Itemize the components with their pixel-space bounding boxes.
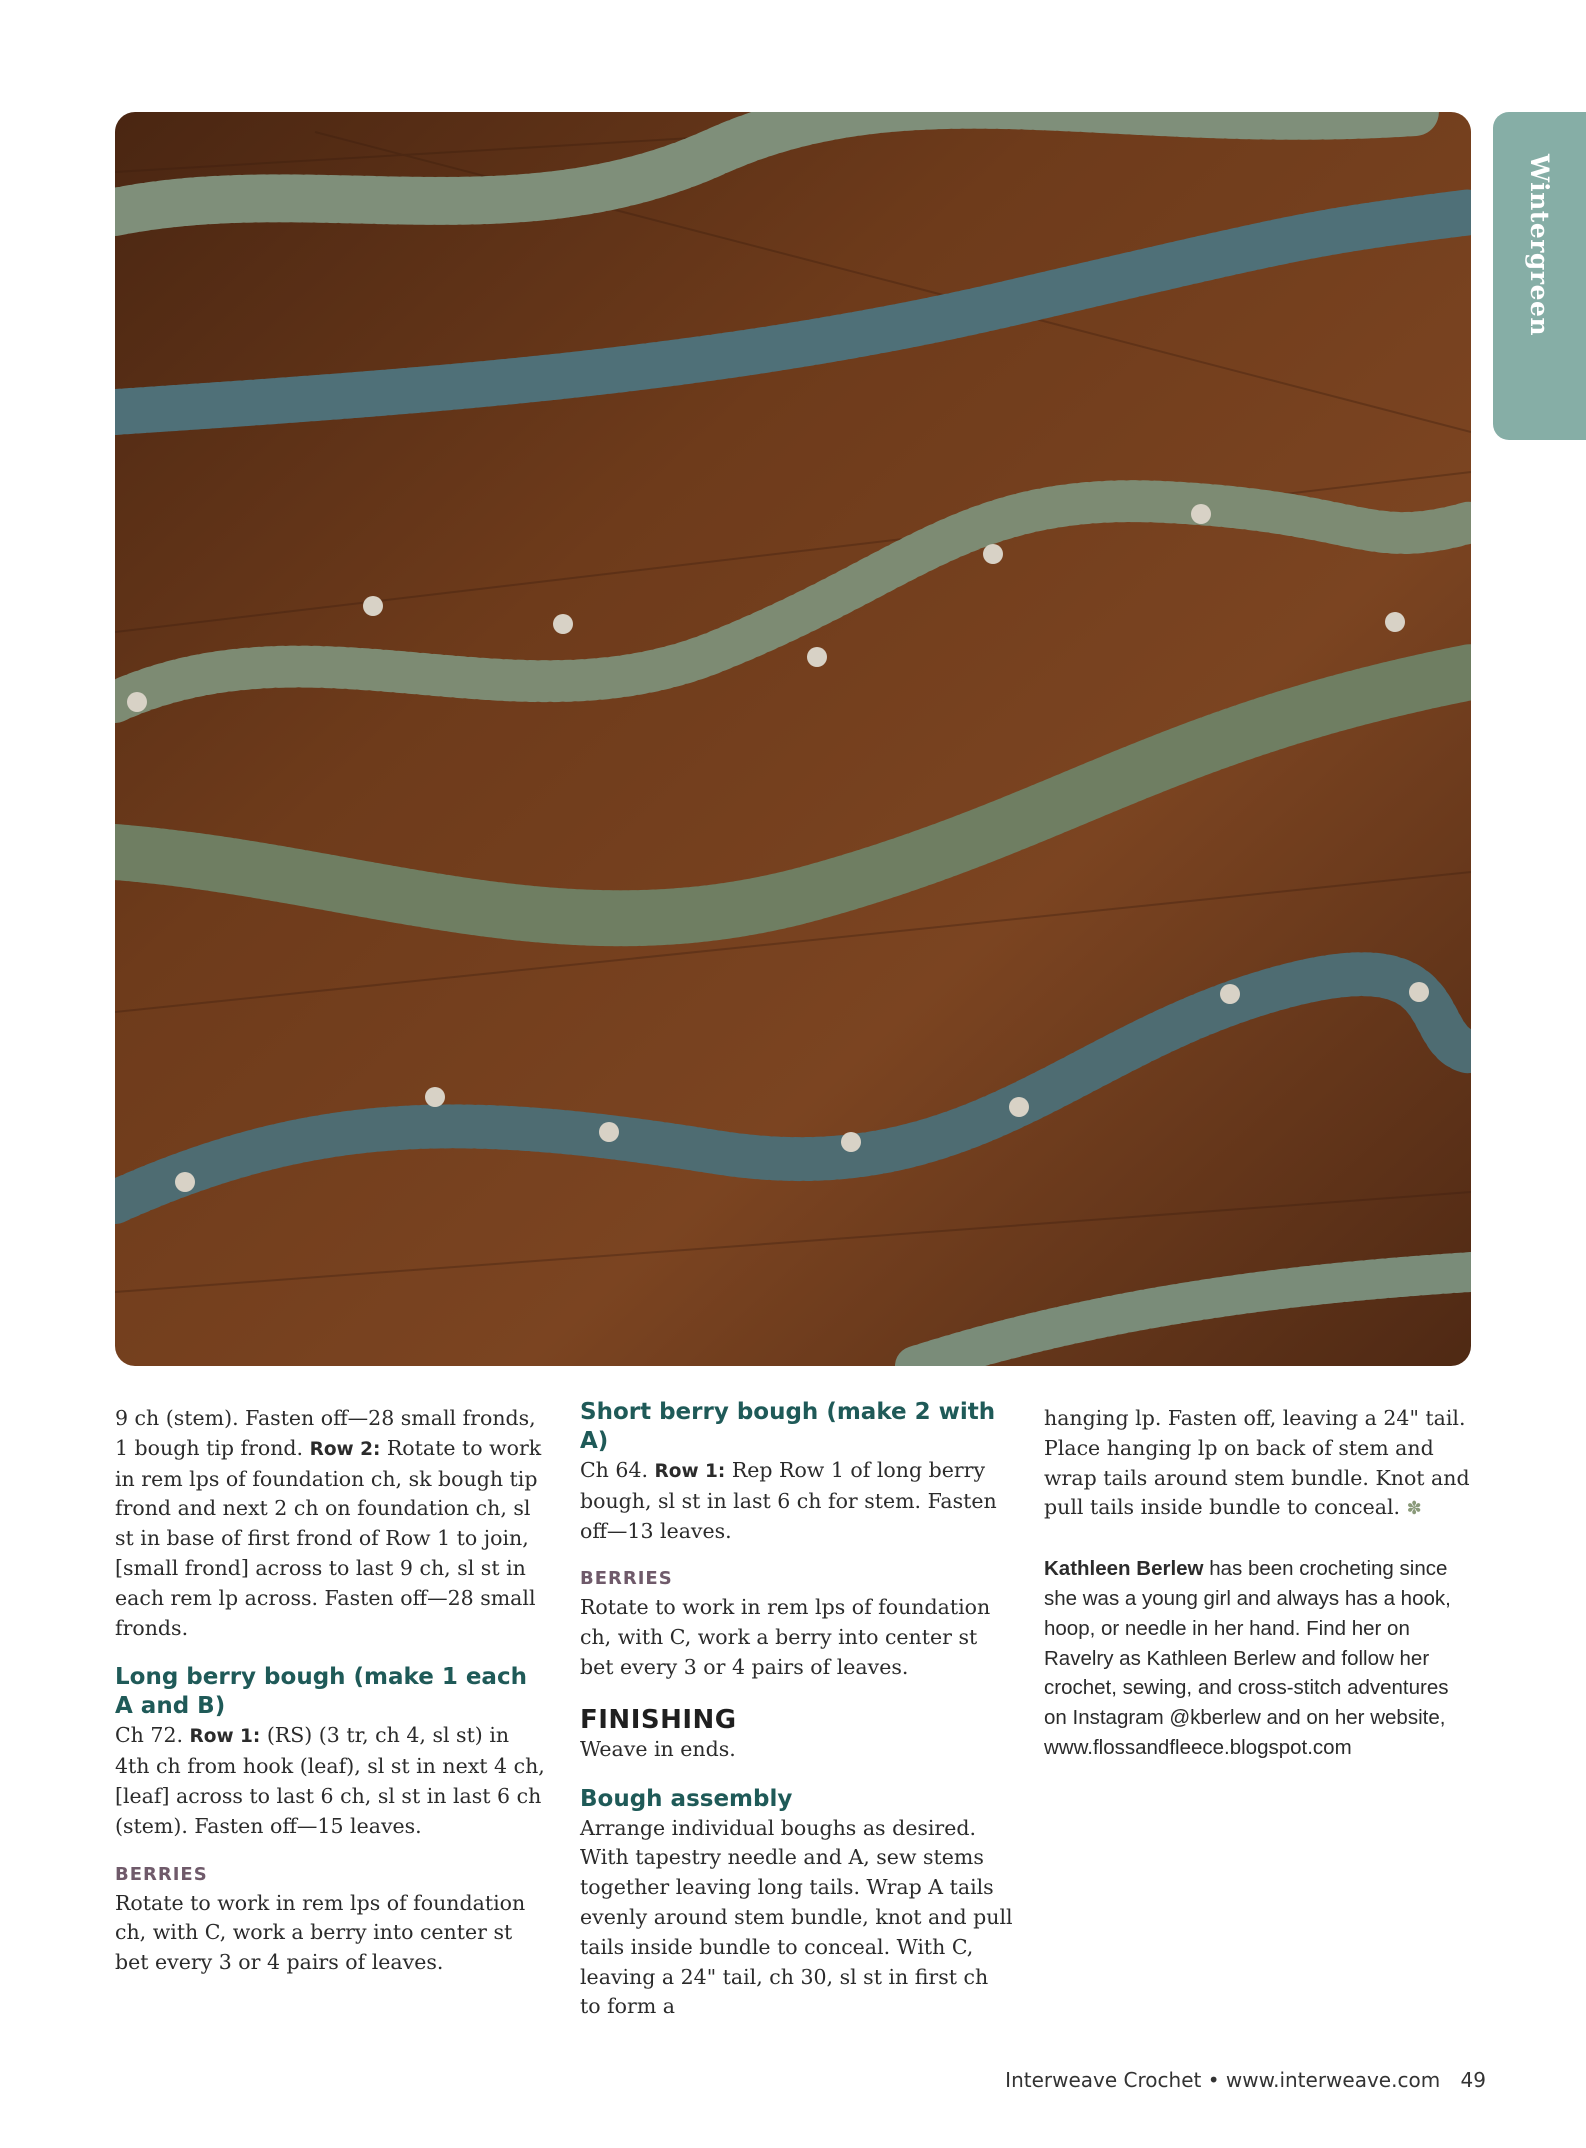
finishing-instructions: Weave in ends. — [580, 1736, 736, 1761]
long-berry-bough-instructions — [115, 1721, 545, 1841]
instructions-paragraph — [115, 1404, 545, 1643]
text-run: Rotate to work in rem lps of foundation ch, sk bough tip frond and next 2 ch on foundation ch, sl st in base of first frond of Row 1 to join, [small frond] across to last 9 ch, sl st in each rem lp across. Fasten off—28 small fronds. — [115, 1435, 542, 1640]
text-run: Rep Row 1 of long berry bough, sl st in last 6 ch for stem. Fasten off—13 leaves. — [580, 1458, 997, 1543]
berries-instructions: Rotate to work in rem lps of foundation ch, with C, work a berry into center st bet every 3 or 4 pairs of leaves. — [580, 1595, 991, 1679]
bough-assembly-instructions: Arrange individual boughs as desired. With tapestry needle and A, sew stems together leaving long tails. Wrap A tails evenly around stem bundle, knot and pull tails inside bundle to conceal. With C, leaving a 24" tail, ch 30, sl st in first ch to form a — [580, 1815, 1013, 2019]
text-run: 9 ch (stem). Fasten off—28 small fronds, 1 bough tip frond. — [115, 1406, 536, 1460]
bough-assembly-heading: Bough assembly — [580, 1785, 793, 1812]
column-1 — [115, 1404, 545, 1978]
footer-bullet: • — [1207, 2068, 1220, 2092]
finishing-heading: FINISHING — [580, 1704, 737, 1735]
crochet-garland-photo — [115, 112, 1471, 1366]
magazine-name: Interweave Crochet — [1005, 2068, 1202, 2092]
page-number: 49 — [1460, 2068, 1486, 2092]
bio-text: has been crocheting since she was a young girl and always has a hook, hoop, or needle in her hand. Find her on Ravelry as Kathleen Berlew and follow her crochet, sewing, and cross-stitch adventures on Instagram @kberlew and on her website, www.flossandfleece.blogspot.com — [1044, 1557, 1451, 1759]
berries-heading: BERRIES — [580, 1568, 673, 1590]
column-3 — [1044, 1404, 1474, 1763]
row-label: Row 1: — [189, 1726, 261, 1748]
row-label: Row 1: — [654, 1461, 726, 1482]
section-tab-label: Wintergreen — [1525, 154, 1554, 337]
hanging-loop-instructions — [1044, 1404, 1474, 1524]
berries-instructions: Rotate to work in rem lps of foundation ch, with C, work a berry into center st bet every 3 or 4 pairs of leaves. — [115, 1890, 526, 1975]
section-tab — [1493, 112, 1586, 440]
page-footer — [1005, 2068, 1486, 2092]
short-berry-bough-instructions — [580, 1456, 1015, 1546]
row-label: Row 2: — [309, 1438, 381, 1460]
long-berry-bough-heading: Long berry bough (make 1 each A and B) — [115, 1664, 527, 1720]
text-run: Ch 64. — [580, 1458, 655, 1482]
berries-heading: BERRIES — [115, 1863, 208, 1885]
website-link[interactable]: www.interweave.com — [1225, 2068, 1441, 2092]
end-mark-icon: ✽ — [1406, 1498, 1422, 1520]
garland-illustration — [115, 112, 1471, 1366]
author-name: Kathleen Berlew — [1044, 1557, 1204, 1581]
column-2 — [580, 1399, 1015, 2022]
short-berry-bough-heading: Short berry bough (make 2 with A) — [580, 1399, 996, 1454]
text-run: hanging lp. Fasten off, leaving a 24" tail. Place hanging lp on back of stem and wrap tails around stem bundle. Knot and pull tails inside bundle to conceal. — [1044, 1406, 1470, 1520]
text-run: Ch 72. — [115, 1723, 190, 1748]
author-bio — [1044, 1554, 1474, 1763]
text-run: (RS) (3 tr, ch 4, sl st) in 4th ch from hook (leaf), sl st in next 4 ch, [leaf] across to last 6 ch, sl st in last 6 ch (stem). Fasten off—15 leaves. — [115, 1723, 545, 1838]
